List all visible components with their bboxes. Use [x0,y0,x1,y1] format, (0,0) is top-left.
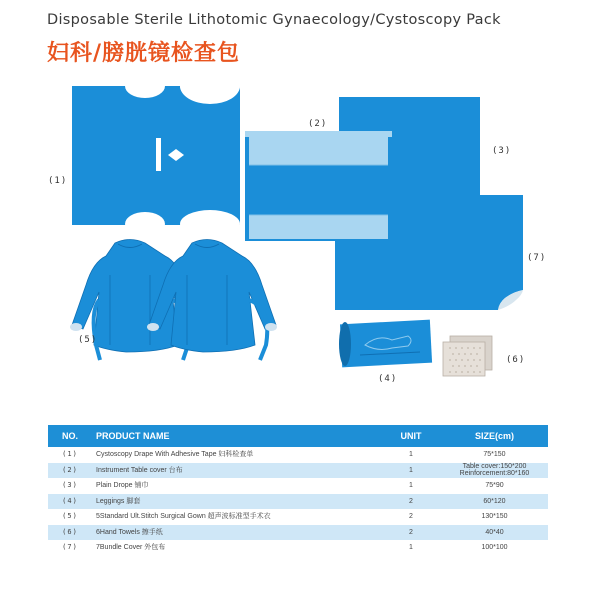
table-row [48,494,548,510]
row-size: 40*40 [441,525,548,541]
table-row [48,447,548,463]
row-unit: 2 [409,513,413,521]
row-size-line-1: Table cover:150*200 [462,463,527,471]
hand-towels [443,336,492,376]
title-chinese: 妇科/膀胱镜检查包 [47,41,241,66]
leggings [339,320,432,368]
table-row [48,525,548,541]
instrument-table-cover [245,131,392,241]
row-product-name: 7Bundle Cover 外包布 [96,544,166,552]
cystoscopy-drape [72,70,240,238]
row-no: (5) [62,512,78,521]
row-no: (1) [62,450,78,459]
row-size: 60*120 [441,494,548,510]
row-no: (4) [48,494,92,510]
header-product-name: PRODUCT NAME [92,425,381,447]
row-no: (2) [48,463,92,479]
title-english: Disposable Sterile Lithotomic Gynaecology/Cystoscopy Pack [47,12,501,28]
row-unit: 1 [409,544,413,552]
header-unit: UNIT [381,425,441,447]
row-product-name: 6Hand Towels 擦手纸 [92,525,381,541]
label-item-7: (7) [527,253,547,263]
table-header-row [48,425,548,447]
row-size: 130*150 [481,513,508,521]
row-unit: 2 [381,525,441,541]
row-product-name: Instrument Table cover 台布 [92,463,381,479]
table-row [48,540,548,556]
row-size: 75*90 [485,482,504,490]
row-size [441,463,548,479]
row-unit: 1 [409,482,413,490]
row-no: (3) [62,481,78,490]
label-item-1: (1) [48,176,68,186]
table-row [48,478,548,494]
header-size: SIZE(cm) [441,425,548,447]
row-no: (7) [62,543,78,552]
row-unit: 1 [381,463,441,479]
row-product-name: Cystoscopy Drape With Adhesive Tape 妇科检查单 [96,451,254,459]
label-item-3: (3) [492,146,512,156]
row-product-name: Leggings 脚套 [92,494,381,510]
row-size: 75*150 [483,451,506,459]
row-product-name: 5Standard Ult.Stitch Surgical Gown 超声波标准型手术衣 [96,513,271,521]
label-item-2: (2) [308,119,328,129]
label-item-5: (5) [78,335,98,345]
row-no: (6) [48,525,92,541]
row-size: 100*100 [481,544,508,552]
row-size-line-2: Reinforcement:80*160 [459,470,530,478]
row-unit: 1 [409,451,413,459]
table-row [48,463,548,479]
header-no: NO. [48,425,92,447]
row-product-name: Plain Drope 铺巾 [96,482,149,490]
row-unit: 2 [381,494,441,510]
label-item-4: (4) [378,374,398,384]
product-table [48,425,548,556]
label-item-6: (6) [506,355,526,365]
table-row [48,509,548,525]
